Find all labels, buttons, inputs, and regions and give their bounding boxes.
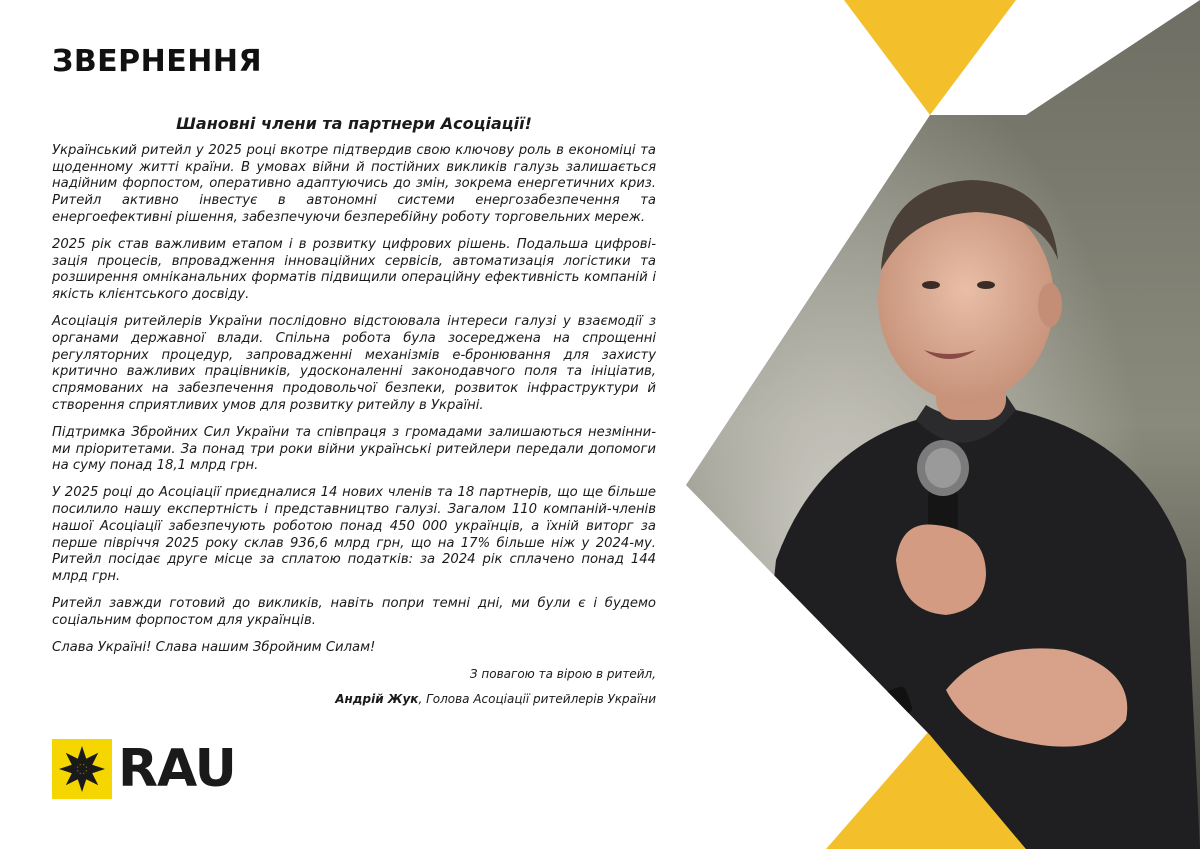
greeting: Шановні члени та партнери Асоціації! (176, 114, 532, 133)
paragraph-1: Український ритейл у 2025 році вкотре підтвердив свою ключову роль в економіці та щоденному житті країни. В умовах війни й постійних викликів галузь залишається надійним форпостом, оперативно адаптуючись до змін, зокрема енергетичних криз. Ритейл активно інвестує в автономні системи енергозабезпечення та енергоефективні рішення, забезпечуючи безперебійну роботу торговельних мереж. (52, 142, 656, 225)
paragraph-5: У 2025 році до Асоціації приєдналися 14 нових членів та 18 партнерів, що ще більше посилило нашу експертність і представництво галузі. Загалом 110 компаній-членів нашої Асоціації забезпечують роботою понад 450 000 українців, а їхній виторг за перше півріччя 2025 року склав 936,6 млрд грн, що на 17% більше ніж у 2024-му. Ритейл посідає друге місце за сплатою податків: за 2024 рік сплачено понад 144 млрд грн. (52, 485, 656, 585)
paragraph-4: Підтримка Збройних Сил України та співпраця з громадами залишаються незмінни-ми пріоритетами. За понад три роки війни українські ритейлери передали допомоги на суму понад 18,1 млрд грн. (52, 424, 656, 474)
top-accent-triangle (844, 0, 1016, 115)
paragraph-7: Слава Україні! Слава нашим Збройним Силам! (52, 639, 376, 655)
signature (52, 691, 656, 708)
speaker-photo (686, 0, 1200, 849)
rau-logo (52, 739, 236, 799)
paragraph-2: 2025 рік став важливим етапом і в розвитку цифрових рішень. Подальша цифрові-зація процесів, впровадження інноваційних сервісів, автоматизація логістики та розширення омніканальних форматів підвищили операційну ефективність компаній і якість клієнтського досвіду. (52, 236, 656, 303)
page-title: ЗВЕРНЕННЯ (52, 44, 263, 79)
letter-body (52, 116, 656, 708)
paragraph-3: Асоціація ритейлерів України послідовно відстоювала інтереси галузі у взаємодії з органами державної влади. Спільна робота була зосереджена на спрощенні регуляторних процедур, запровадженні механізмів е-бронювання для захисту критично важливих працівників, удосконаленні законодавчого поля та ініціатив, спрямованих на забезпечення продовольчої безпеки, розвиток інфраструктури й створення сприятливих умов для розвитку ритейлу в Україні. (52, 313, 656, 413)
paragraph-6: Ритейл завжди готовий до викликів, навіть попри темні дні, ми були є і будемо соціальним форпостом для українців. (52, 595, 656, 628)
logo-text: RAU (118, 739, 236, 799)
signoff: З повагою та вірою в ритейл, (469, 667, 656, 682)
signature-title: , Голова Асоціації ритейлерів України (418, 692, 656, 707)
star-ornament-icon (52, 739, 112, 799)
speaker-photo-panel (686, 0, 1200, 849)
signature-name: Андрій Жук (335, 692, 419, 707)
